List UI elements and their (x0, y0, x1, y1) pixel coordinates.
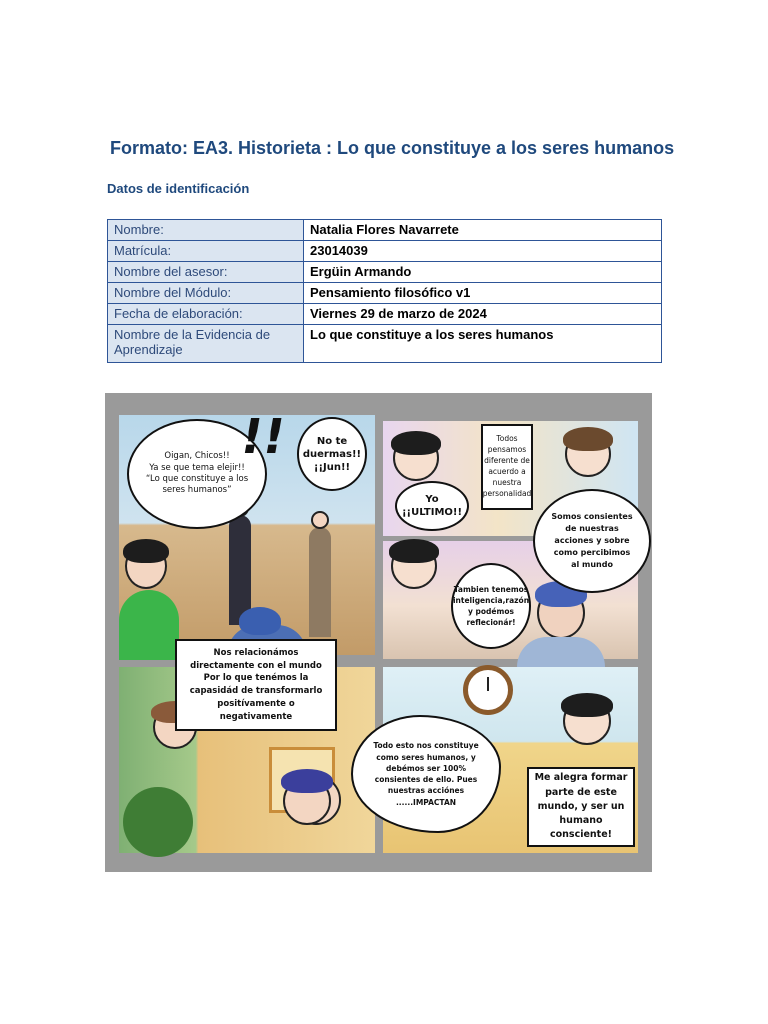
identification-table (107, 219, 662, 363)
row-label: Nombre del Módulo: (108, 283, 304, 304)
row-label: Nombre de la Evidencia de Aprendizaje (108, 325, 304, 363)
table-row (108, 220, 662, 241)
row-value: 23014039 (304, 241, 662, 262)
speech-bubble-sleep: No te duermas!! ¡¡Jun!! (297, 417, 367, 491)
section-heading: Datos de identificación (107, 181, 250, 196)
character-smiling-hair (389, 539, 439, 563)
row-value: Viernes 29 de marzo de 2024 (304, 304, 662, 325)
table-row (108, 262, 662, 283)
speech-bubble-last: Yo ¡¡ULTIMO!! (395, 481, 469, 531)
speech-burst-impact: Todo esto nos constituye como seres humanos, y debémos ser 100% consientes de ello. Pues nuestras acciónes ......IMPACTAN (351, 715, 501, 833)
character-blue-shirt (517, 637, 605, 667)
tree-icon (123, 787, 193, 857)
row-value: Natalia Flores Navarrete (304, 220, 662, 241)
student-standing-head (311, 511, 329, 529)
table-row (108, 241, 662, 262)
row-label: Nombre: (108, 220, 304, 241)
table-row (108, 325, 662, 363)
thought-box-personality: Todos pensamos diferente de acuerdo a nuestra personalidad (481, 424, 533, 510)
row-label: Nombre del asesor: (108, 262, 304, 283)
exclamation-icon: !! (236, 409, 290, 465)
speech-bubble-conscious: Somos consientes de nuestras acciones y sobre como percibimos al mundo (533, 489, 651, 593)
speech-box-relation: Nos relacionámos directamente con el mundo Por lo que tenémos la capasidád de transformarlo positívamente o negativamente (175, 639, 337, 731)
row-value: Pensamiento filosófico v1 (304, 283, 662, 304)
sleeping-student-hair (239, 607, 281, 635)
speech-bubble-teacher: Oigan, Chicos!! Ya se que tema elejir!! “Lo que constituye a los seres humanos” (127, 419, 267, 529)
comic-panel-classroom (119, 409, 375, 655)
document-title: Formato: EA3. Historieta : Lo que constituye a los seres humanos (110, 138, 675, 158)
character-black-hair (391, 431, 441, 455)
student-green-hair (123, 539, 169, 563)
speech-box-happy: Me alegra formar parte de este mundo, y ser un humano consciente! (527, 767, 635, 847)
table-row (108, 304, 662, 325)
row-value: Lo que constituye a los seres humanos (304, 325, 662, 363)
row-label: Fecha de elaboración: (108, 304, 304, 325)
student-green-hoodie (119, 590, 179, 660)
clock-hands (487, 677, 489, 691)
comic-panel-awareness (383, 512, 638, 659)
row-value: Ergüin Armando (304, 262, 662, 283)
character-blue-hair-top (281, 769, 333, 793)
speech-bubble-intelligence: Tambien tenemos inteligencia,razón y podémos reflecionár! (451, 563, 531, 649)
table-row (108, 283, 662, 304)
student-standing (309, 527, 331, 637)
comic-strip (105, 393, 652, 872)
row-label: Matrícula: (108, 241, 304, 262)
character-brown-hair (563, 427, 613, 451)
character-headphones-hair (561, 693, 613, 717)
